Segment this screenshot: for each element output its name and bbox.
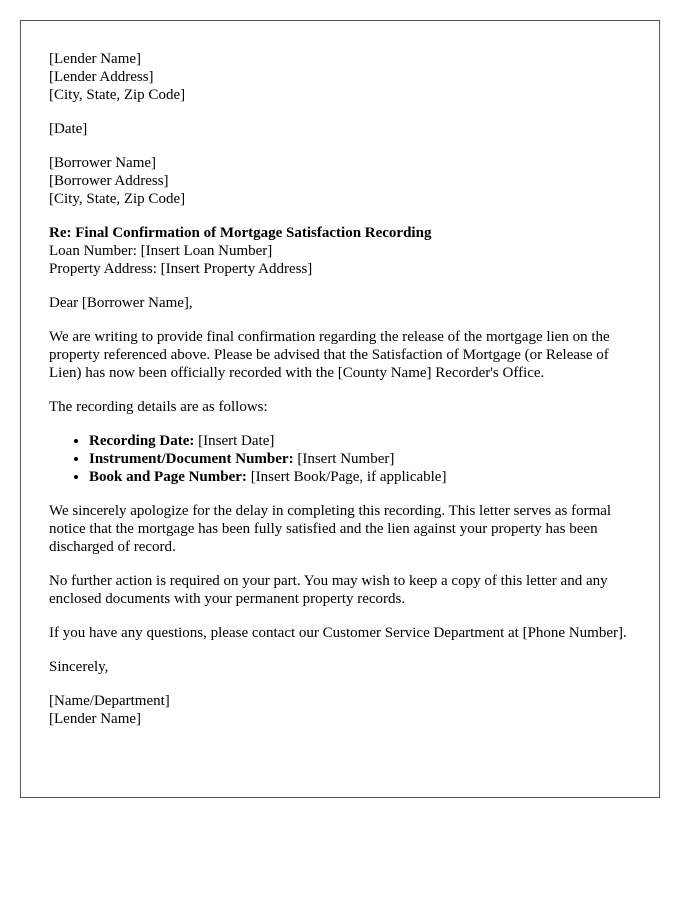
signature-name-department: [Name/Department] [49, 693, 170, 709]
detail-value: [Insert Book/Page, if applicable] [246, 469, 447, 485]
reference-block [49, 224, 631, 278]
list-item [89, 450, 631, 468]
detail-label: Recording Date: [89, 433, 195, 449]
sender-block [49, 50, 631, 104]
detail-label: Instrument/Document Number: [89, 451, 294, 467]
recipient-block [49, 154, 631, 208]
closing: Sincerely, [49, 659, 109, 675]
date-block [49, 120, 631, 138]
details-intro: The recording details are as follows: [49, 399, 268, 415]
contact-paragraph: If you have any questions, please contact our Customer Service Department at [Phone Number]. [49, 625, 627, 641]
property-address: Property Address: [Insert Property Address] [49, 261, 313, 277]
letter-date: [Date] [49, 121, 88, 137]
recipient-name: [Borrower Name] [49, 155, 157, 171]
sender-address: [Lender Address] [49, 69, 154, 85]
signature-lender-name: [Lender Name] [49, 711, 142, 727]
list-item [89, 468, 631, 486]
letter-page [20, 20, 660, 798]
signature-block [49, 692, 631, 728]
recording-details-list [49, 432, 631, 486]
sender-name: [Lender Name] [49, 51, 142, 67]
list-item [89, 432, 631, 450]
salutation: Dear [Borrower Name], [49, 295, 193, 311]
detail-value: [Insert Date] [194, 433, 275, 449]
recipient-address: [Borrower Address] [49, 173, 169, 189]
detail-label: Book and Page Number: [89, 469, 247, 485]
subject-line: Re: Final Confirmation of Mortgage Satisfaction Recording [49, 225, 432, 241]
loan-number: Loan Number: [Insert Loan Number] [49, 243, 273, 259]
no-action-paragraph: No further action is required on your part. You may wish to keep a copy of this letter and any enclosed documents with your permanent property records. [49, 573, 608, 607]
sender-city-state-zip: [City, State, Zip Code] [49, 87, 186, 103]
recipient-city-state-zip: [City, State, Zip Code] [49, 191, 186, 207]
detail-value: [Insert Number] [293, 451, 395, 467]
intro-paragraph: We are writing to provide final confirmation regarding the release of the mortgage lien on the property referenced above. Please be advised that the Satisfaction of Mortgage (or Release of Lien) has now been officially recorded with the [County Name] Recorder's Office. [49, 329, 610, 381]
apology-paragraph: We sincerely apologize for the delay in completing this recording. This letter serves as formal notice that the mortgage has been fully satisfied and the lien against your property has been discharged of record. [49, 503, 612, 555]
